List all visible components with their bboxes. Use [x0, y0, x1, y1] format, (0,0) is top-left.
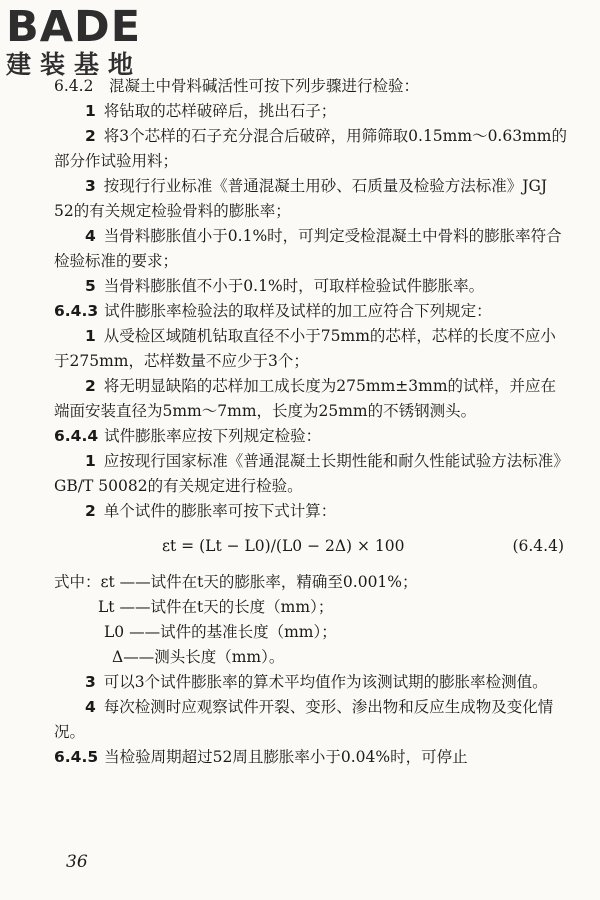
- item-text: 从受检区域随机钻取直径不小于75mm的芯样，芯样的长度不应小于275mm，芯样数量不应少于3个；: [54, 327, 556, 370]
- formula-6-4-4: [54, 528, 570, 564]
- formula-expression: εt = (Lt − L0)/(L0 − 2Δ) × 100: [162, 537, 405, 555]
- item-text: 单个试件的膨胀率可按下式计算：: [103, 502, 337, 520]
- item-number: 4: [85, 698, 96, 716]
- clause-text: 当检验周期超过52周且膨胀率小于0.04%时，可停止: [104, 748, 468, 766]
- item-text: 当骨料膨胀值不小于0.1%时，可取样检验试件膨胀率。: [103, 277, 485, 295]
- item-text: 每次检测时应观察试件开裂、变形、渗出物和反应生成物及变化情况。: [54, 698, 554, 741]
- clause-text: 试件膨胀率检验法的取样及试样的加工应符合下列规定：: [104, 302, 492, 320]
- list-item: [54, 449, 570, 499]
- clause-number: 6.4.4: [54, 427, 99, 445]
- item-text: 将无明显缺陷的芯样加工成长度为275mm±3mm的试样，并应在端面安装直径为5mm～7mm，长度为25mm的不锈钢测头。: [54, 377, 557, 420]
- logo-text-en: BADE: [6, 2, 142, 52]
- clause-text: 试件膨胀率应按下列规定检验：: [104, 427, 322, 445]
- list-item: [54, 174, 570, 224]
- page-number: 36: [66, 852, 88, 872]
- item-number: 2: [85, 377, 96, 395]
- list-item: [54, 99, 570, 124]
- item-text: 可以3个试件膨胀率的算术平均值作为该测试期的膨胀率检测值。: [103, 673, 548, 691]
- symbol-definition: L0 ——试件的基准长度（mm）；: [104, 623, 337, 641]
- item-number: 1: [85, 102, 96, 120]
- clause-6-4-3: [54, 299, 570, 324]
- item-text: 将3个芯样的石子充分混合后破碎，用筛筛取0.15mm～0.63mm的部分作试验用料；: [54, 127, 567, 170]
- item-text: 按现行行业标准《普通混凝土用砂、石质量及检验方法标准》JGJ 52的有关规定检验骨料的膨胀率；: [54, 177, 548, 220]
- logo-text-zh: 建装基地: [6, 50, 143, 79]
- symbol-definition: Lt ——试件在t天的长度（mm）；: [98, 598, 334, 616]
- clause-number: 6.4.3: [54, 302, 99, 320]
- symbol-definition: 式中：εt ——试件在t天的膨胀率，精确至0.001%；: [54, 573, 418, 591]
- list-item: [54, 274, 570, 299]
- list-item: [54, 124, 570, 174]
- item-text: 应按现行国家标准《普通混凝土长期性能和耐久性能试验方法标准》GB/T 50082的有关规定进行检验。: [54, 452, 569, 495]
- list-item: [54, 374, 570, 424]
- item-number: 4: [85, 227, 96, 245]
- list-item: [54, 670, 570, 695]
- brand-logo: [6, 4, 176, 80]
- item-number: 1: [85, 452, 96, 470]
- item-number: 1: [85, 327, 96, 345]
- formula-number: (6.4.4): [512, 537, 564, 555]
- clause-6-4-4: [54, 424, 570, 449]
- item-number: 2: [85, 127, 96, 145]
- document-body: [54, 74, 570, 770]
- list-item: [54, 499, 570, 524]
- item-text: 将钻取的芯样破碎后，挑出石子；: [103, 102, 337, 120]
- item-text: 当骨料膨胀值小于0.1%时，可判定受检混凝土中骨料的膨胀率符合检验标准的要求；: [54, 227, 562, 270]
- list-item: [54, 224, 570, 274]
- list-item: [54, 324, 570, 374]
- item-number: 3: [85, 177, 96, 195]
- item-number: 2: [85, 502, 96, 520]
- clause-6-4-5: [54, 745, 570, 770]
- item-number: 3: [85, 673, 96, 691]
- list-item: [54, 695, 570, 745]
- symbol-definition: Δ——测头长度（mm）。: [112, 648, 285, 666]
- clause-6-4-2: 6.4.2 混凝土中骨料碱活性可按下列步骤进行检验：: [54, 77, 419, 95]
- item-number: 5: [85, 277, 96, 295]
- clause-number: 6.4.5: [54, 748, 99, 766]
